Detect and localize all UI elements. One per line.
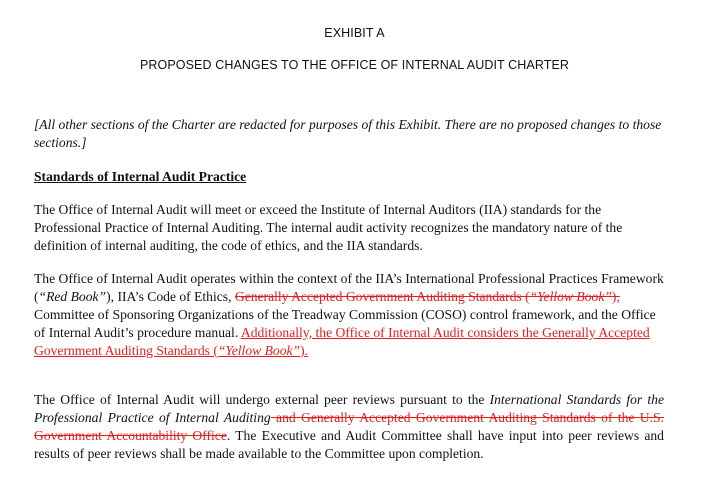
redaction-note: [All other sections of the Charter are redacted for purposes of this Exhibit. There are no proposed changes to those sections.] <box>34 117 662 150</box>
p2-text-1: The Office of Internal Audit operates within the context of the IIA’s International Professional Practices Framework ( <box>34 271 664 304</box>
p2-deleted-text: Generally Accepted Government Auditing Standards (“Yellow Book”), <box>234 289 620 304</box>
p3-text-2: . The Executive and Audit Committee shall have input into peer reviews and results of peer reviews shall be made available to the Committee upon completion. <box>34 428 664 461</box>
document-subtitle: PROPOSED CHANGES TO THE OFFICE OF INTERNAL AUDIT CHARTER <box>139 58 570 72</box>
p2-inserted-text: Additionally, the Office of Internal Audit considers the Generally Accepted Government Auditing Standards (“Yellow Book”). <box>34 325 650 358</box>
paragraph-1: The Office of Internal Audit will meet or exceed the Institute of Internal Auditors (IIA) standards for the Professional Practice of Internal Auditing. The internal audit activity recognizes the mandatory nature of the definition of internal auditing, the code of ethics, and the IIA standards. <box>34 202 623 253</box>
section-heading: Standards of Internal Audit Practice <box>34 169 247 184</box>
p2-red-book: “Red Book” <box>38 289 107 304</box>
exhibit-title: EXHIBIT A <box>324 26 385 40</box>
p3-standards-title: International Standards for the Professional Practice of Internal Auditing <box>34 392 664 425</box>
p2-text-3: Committee of Sponsoring Organizations of the Treadway Commission (COSO) control framework, and the Office of Internal Audit’s procedure manual. <box>34 307 656 340</box>
p3-text-1: The Office of Internal Audit will undergo external peer reviews pursuant to the <box>34 392 490 407</box>
paragraph-2 <box>34 270 664 360</box>
paragraph-3 <box>34 391 664 463</box>
p2-text-2: ), IIA’s Code of Ethics, <box>106 289 235 304</box>
p3-deleted-text: and Generally Accepted Government Auditing Standards of the U.S. Government Accountability Office <box>34 410 664 443</box>
